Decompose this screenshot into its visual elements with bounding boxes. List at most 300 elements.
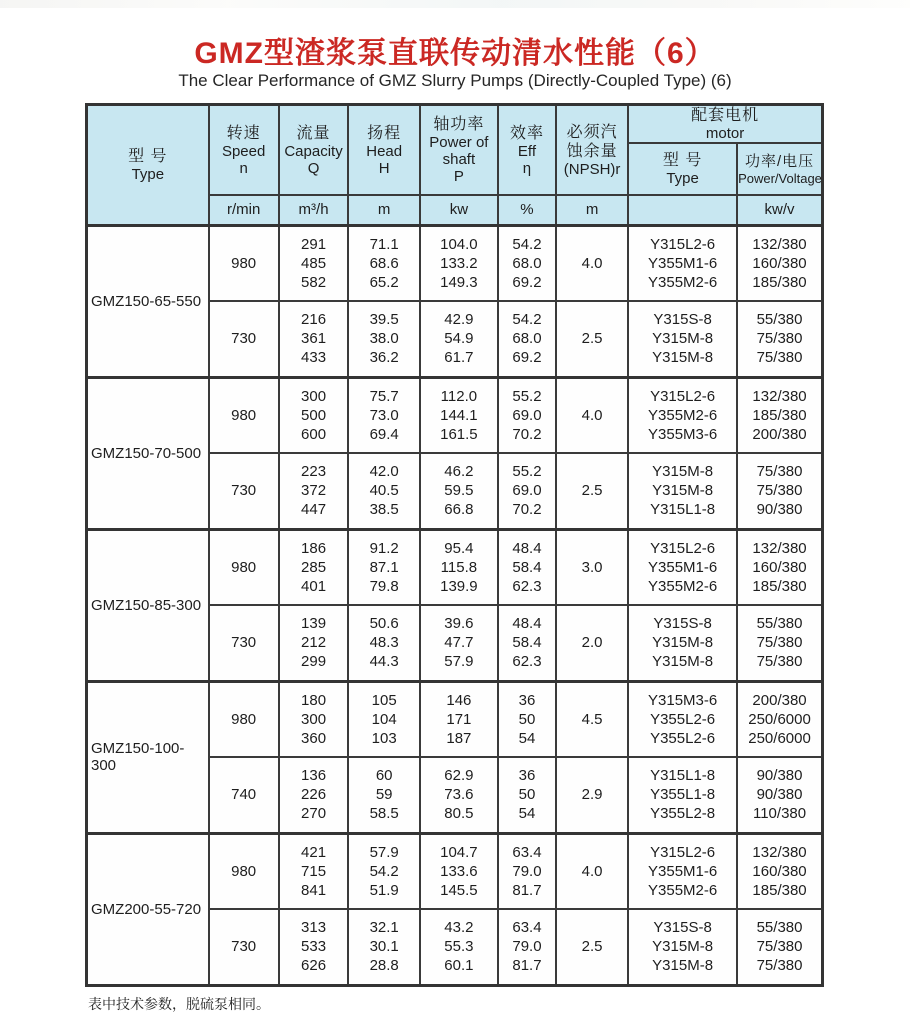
motor-power-cell: [737, 909, 822, 985]
motor-power-value: 90/380: [756, 767, 803, 785]
head-value: 50.6: [369, 615, 399, 633]
motor-power-cell: [737, 453, 822, 529]
motor-type-value: Y315L1-8: [650, 501, 716, 519]
head-value: 59: [375, 786, 393, 804]
unit-shaft-power: kw: [420, 195, 498, 225]
unit-capacity: m³/h: [279, 195, 349, 225]
motor-power-cell: [737, 301, 822, 377]
head-value: 44.3: [369, 653, 399, 671]
capacity-value: 360: [301, 729, 327, 747]
capacity-cell: [279, 833, 349, 909]
capacity-value: 372: [301, 482, 327, 500]
head-value: 38.0: [369, 330, 399, 348]
motor-power-cell: [737, 605, 822, 681]
shaft-power-value: 55.3: [444, 938, 474, 956]
speed-cell: 730: [209, 909, 279, 985]
speed-cell: 980: [209, 225, 279, 301]
speed-cell: 730: [209, 301, 279, 377]
header-shaft-power-cn: 轴功率: [433, 116, 485, 133]
header-npsh-cn2: 蚀余量: [566, 142, 618, 160]
motor-type-value: Y315S-8: [653, 311, 712, 329]
speed-cell: 980: [209, 681, 279, 757]
head-value: 71.1: [369, 235, 399, 253]
shaft-power-value: 43.2: [444, 919, 474, 937]
head-cell: [348, 453, 419, 529]
motor-type-cell: [628, 681, 737, 757]
efficiency-value: 81.7: [512, 881, 542, 899]
header-shaft-power-sym: P: [453, 168, 464, 185]
shaft-power-value: 112.0: [440, 387, 478, 405]
capacity-value: 226: [301, 786, 327, 804]
pump-model: GMZ150-65-550: [87, 225, 209, 377]
head-cell: [348, 833, 419, 909]
shaft-power-cell: [420, 377, 498, 453]
capacity-value: 299: [301, 653, 327, 671]
head-value: 48.3: [369, 634, 399, 652]
motor-type-value: Y315L2-6: [650, 235, 716, 253]
head-value: 51.9: [369, 881, 399, 899]
capacity-value: 270: [301, 805, 327, 823]
efficiency-value: 54: [518, 729, 536, 747]
npsh-cell: 2.5: [556, 453, 628, 529]
motor-power-value: 250/6000: [748, 710, 811, 728]
head-value: 104: [371, 710, 397, 728]
shaft-power-value: 54.9: [444, 330, 474, 348]
shaft-power-value: 61.7: [444, 349, 474, 367]
shaft-power-value: 66.8: [444, 501, 474, 519]
header-type-cn: 型 号: [128, 147, 168, 165]
motor-type-value: Y355L2-6: [650, 729, 716, 747]
unit-motor-type: [628, 195, 737, 225]
header-motor-type: [628, 143, 737, 195]
capacity-value: 186: [301, 539, 327, 557]
efficiency-value: 54: [518, 805, 536, 823]
efficiency-cell: [498, 833, 556, 909]
shaft-power-value: 59.5: [444, 482, 474, 500]
capacity-value: 582: [301, 273, 327, 291]
head-value: 91.2: [369, 539, 399, 557]
photo-edge: [0, 0, 910, 8]
head-value: 79.8: [369, 577, 399, 595]
shaft-power-cell: [420, 301, 498, 377]
shaft-power-value: 133.2: [440, 254, 478, 272]
motor-power-value: 75/380: [756, 653, 803, 671]
efficiency-value: 63.4: [512, 919, 542, 937]
motor-type-value: Y315L2-6: [650, 843, 716, 861]
shaft-power-value: 60.1: [444, 957, 474, 975]
motor-power-value: 160/380: [752, 254, 807, 272]
shaft-power-value: 46.2: [444, 463, 474, 481]
head-value: 73.0: [369, 406, 399, 424]
npsh-cell: 2.5: [556, 301, 628, 377]
capacity-value: 180: [301, 691, 327, 709]
capacity-value: 485: [301, 254, 327, 272]
capacity-value: 361: [301, 330, 327, 348]
header-efficiency-en: Eff: [517, 142, 536, 160]
head-cell: [348, 605, 419, 681]
header-capacity: [279, 105, 349, 196]
capacity-value: 500: [301, 406, 327, 424]
efficiency-cell: [498, 605, 556, 681]
head-value: 42.0: [369, 463, 399, 481]
header-head: [348, 105, 419, 196]
header-npsh-sym: (NPSH)r: [563, 160, 621, 178]
capacity-value: 626: [301, 957, 327, 975]
efficiency-value: 70.2: [512, 501, 542, 519]
motor-power-value: 90/380: [756, 501, 803, 519]
header-head-cn: 扬程: [367, 124, 402, 142]
npsh-cell: 4.0: [556, 225, 628, 301]
motor-power-value: 75/380: [756, 463, 803, 481]
capacity-value: 600: [301, 425, 327, 443]
motor-type-cell: [628, 453, 737, 529]
motor-type-cell: [628, 377, 737, 453]
header-type-en: Type: [131, 165, 165, 183]
head-value: 57.9: [369, 843, 399, 861]
shaft-power-value: 80.5: [444, 805, 474, 823]
head-cell: [348, 529, 419, 605]
capacity-cell: [279, 605, 349, 681]
motor-power-cell: [737, 681, 822, 757]
head-value: 68.6: [369, 254, 399, 272]
unit-motor-power: kw/v: [737, 195, 822, 225]
head-value: 65.2: [369, 273, 399, 291]
motor-power-value: 75/380: [756, 482, 803, 500]
motor-type-value: Y315L1-8: [650, 767, 716, 785]
efficiency-value: 36: [518, 691, 536, 709]
motor-type-cell: [628, 225, 737, 301]
motor-power-value: 90/380: [756, 786, 803, 804]
shaft-power-value: 146: [446, 691, 472, 709]
head-cell: [348, 377, 419, 453]
capacity-cell: [279, 681, 349, 757]
capacity-value: 212: [301, 634, 327, 652]
motor-type-cell: [628, 833, 737, 909]
speed-cell: 980: [209, 833, 279, 909]
shaft-power-value: 39.6: [444, 615, 474, 633]
motor-type-value: Y355L2-8: [650, 805, 716, 823]
efficiency-value: 81.7: [512, 957, 542, 975]
head-value: 58.5: [369, 805, 399, 823]
motor-power-value: 160/380: [752, 862, 807, 880]
capacity-cell: [279, 529, 349, 605]
capacity-value: 533: [301, 938, 327, 956]
capacity-value: 285: [301, 558, 327, 576]
motor-type-value: Y315M-8: [652, 938, 714, 956]
head-value: 87.1: [369, 558, 399, 576]
motor-power-value: 75/380: [756, 938, 803, 956]
motor-power-value: 132/380: [752, 843, 807, 861]
motor-type-value: Y355M1-6: [648, 558, 718, 576]
motor-type-value: Y315M-8: [652, 957, 714, 975]
motor-power-value: 132/380: [752, 387, 807, 405]
capacity-value: 401: [301, 577, 327, 595]
shaft-power-value: 95.4: [444, 539, 474, 557]
efficiency-value: 55.2: [512, 463, 542, 481]
header-capacity-cn: 流量: [296, 124, 331, 142]
efficiency-cell: [498, 377, 556, 453]
speed-cell: 730: [209, 453, 279, 529]
motor-power-cell: [737, 833, 822, 909]
table-row: [87, 225, 823, 301]
pump-model: GMZ150-70-500: [87, 377, 209, 529]
performance-table: [85, 103, 824, 987]
table-row: [87, 377, 823, 453]
efficiency-value: 50: [518, 710, 536, 728]
efficiency-value: 70.2: [512, 425, 542, 443]
shaft-power-value: 42.9: [444, 311, 474, 329]
pump-model: GMZ150-100-300: [87, 681, 209, 833]
header-speed-sym: n: [239, 159, 248, 177]
speed-cell: 740: [209, 757, 279, 833]
motor-type-value: Y355M1-6: [648, 254, 718, 272]
speed-cell: 730: [209, 605, 279, 681]
npsh-cell: 4.0: [556, 833, 628, 909]
pump-model: GMZ150-85-300: [87, 529, 209, 681]
header-efficiency-cn: 效率: [509, 124, 544, 142]
shaft-power-cell: [420, 453, 498, 529]
table-body: [87, 225, 823, 985]
motor-type-value: Y315M-8: [652, 634, 714, 652]
motor-type-cell: [628, 757, 737, 833]
head-value: 69.4: [369, 425, 399, 443]
motor-power-value: 200/380: [752, 691, 807, 709]
header-shaft-power-en2: shaft: [442, 151, 476, 168]
capacity-value: 300: [301, 710, 327, 728]
head-value: 32.1: [369, 919, 399, 937]
header-motor-type-en: Type: [666, 170, 699, 187]
motor-power-value: 132/380: [752, 235, 807, 253]
shaft-power-cell: [420, 681, 498, 757]
header-head-en: Head: [366, 142, 403, 160]
capacity-value: 136: [301, 767, 327, 785]
shaft-power-value: 104.7: [440, 843, 478, 861]
efficiency-value: 62.3: [512, 577, 542, 595]
efficiency-value: 79.0: [512, 938, 542, 956]
capacity-value: 223: [301, 463, 327, 481]
head-value: 105: [371, 691, 397, 709]
shaft-power-value: 115.8: [440, 558, 478, 576]
head-cell: [348, 757, 419, 833]
motor-type-value: Y315M-8: [652, 349, 714, 367]
capacity-cell: [279, 909, 349, 985]
shaft-power-value: 145.5: [440, 881, 478, 899]
motor-power-value: 75/380: [756, 957, 803, 975]
capacity-cell: [279, 377, 349, 453]
head-value: 75.7: [369, 387, 399, 405]
efficiency-value: 69.0: [512, 482, 542, 500]
capacity-value: 433: [301, 349, 327, 367]
motor-type-value: Y315M-8: [652, 463, 714, 481]
efficiency-cell: [498, 681, 556, 757]
motor-type-value: Y355M3-6: [648, 425, 718, 443]
head-value: 30.1: [369, 938, 399, 956]
header-shaft-power-en1: Power of: [429, 134, 489, 151]
capacity-cell: [279, 453, 349, 529]
head-value: 54.2: [369, 862, 399, 880]
shaft-power-value: 187: [446, 729, 472, 747]
motor-power-value: 75/380: [756, 330, 803, 348]
header-motor-group: [628, 105, 822, 144]
header-speed: [209, 105, 279, 196]
npsh-cell: 2.9: [556, 757, 628, 833]
page-subtitle: The Clear Performance of GMZ Slurry Pumps (Directly-Coupled Type) (6): [178, 71, 732, 90]
unit-speed: r/min: [209, 195, 279, 225]
shaft-power-cell: [420, 909, 498, 985]
motor-type-value: Y315S-8: [653, 615, 712, 633]
shaft-power-cell: [420, 529, 498, 605]
efficiency-value: 79.0: [512, 862, 542, 880]
efficiency-value: 48.4: [512, 539, 542, 557]
capacity-cell: [279, 225, 349, 301]
efficiency-cell: [498, 529, 556, 605]
motor-type-cell: [628, 909, 737, 985]
footnote: 表中技术参数，脱硫泵相同。: [88, 996, 270, 1012]
shaft-power-value: 161.5: [440, 425, 478, 443]
motor-power-value: 160/380: [752, 558, 807, 576]
header-head-sym: H: [378, 159, 390, 177]
shaft-power-value: 139.9: [440, 577, 478, 595]
capacity-value: 421: [301, 843, 327, 861]
efficiency-value: 58.4: [512, 634, 542, 652]
shaft-power-value: 57.9: [444, 653, 474, 671]
efficiency-cell: [498, 225, 556, 301]
efficiency-value: 48.4: [512, 615, 542, 633]
head-value: 36.2: [369, 349, 399, 367]
efficiency-value: 55.2: [512, 387, 542, 405]
motor-power-value: 185/380: [752, 881, 807, 899]
efficiency-value: 36: [518, 767, 536, 785]
efficiency-value: 54.2: [512, 311, 542, 329]
header-motor-power: [737, 143, 822, 195]
motor-power-cell: [737, 529, 822, 605]
motor-power-value: 75/380: [756, 349, 803, 367]
motor-power-value: 55/380: [756, 919, 803, 937]
motor-type-value: Y315S-8: [653, 919, 712, 937]
npsh-cell: 2.0: [556, 605, 628, 681]
motor-power-cell: [737, 377, 822, 453]
capacity-value: 447: [301, 501, 327, 519]
efficiency-value: 63.4: [512, 843, 542, 861]
header-npsh-cn1: 必须汽: [566, 123, 618, 141]
shaft-power-value: 133.6: [440, 862, 478, 880]
shaft-power-value: 73.6: [444, 786, 474, 804]
npsh-cell: 2.5: [556, 909, 628, 985]
motor-power-cell: [737, 757, 822, 833]
table-header: [87, 105, 823, 226]
head-value: 38.5: [369, 501, 399, 519]
shaft-power-value: 149.3: [440, 273, 478, 291]
motor-power-value: 110/380: [752, 805, 807, 823]
capacity-value: 291: [301, 235, 327, 253]
unit-head: m: [348, 195, 419, 225]
efficiency-value: 62.3: [512, 653, 542, 671]
unit-efficiency: %: [498, 195, 556, 225]
table-row: [87, 833, 823, 909]
head-cell: [348, 225, 419, 301]
page-title: GMZ型渣浆泵直联传动清水性能（6）: [194, 37, 716, 70]
motor-power-value: 75/380: [756, 634, 803, 652]
motor-power-cell: [737, 225, 822, 301]
header-motor-cn: 配套电机: [691, 107, 760, 124]
performance-table-container: [85, 103, 824, 987]
efficiency-value: 54.2: [512, 235, 542, 253]
header-speed-en: Speed: [221, 142, 266, 160]
motor-power-value: 55/380: [756, 615, 803, 633]
head-cell: [348, 681, 419, 757]
header-motor-en: motor: [705, 125, 745, 142]
shaft-power-cell: [420, 833, 498, 909]
header-efficiency: [498, 105, 556, 196]
motor-power-value: 185/380: [752, 273, 807, 291]
header-capacity-en: Capacity: [284, 142, 343, 160]
header-motor-power-cn: 功率/电压: [744, 152, 815, 170]
motor-type-value: Y315M-8: [652, 330, 714, 348]
efficiency-value: 58.4: [512, 558, 542, 576]
motor-type-value: Y355M1-6: [648, 862, 718, 880]
motor-type-value: Y315M-8: [652, 653, 714, 671]
shaft-power-value: 47.7: [444, 634, 474, 652]
capacity-cell: [279, 757, 349, 833]
capacity-value: 841: [301, 881, 327, 899]
header-npsh: [556, 105, 628, 196]
efficiency-cell: [498, 757, 556, 833]
capacity-value: 216: [301, 311, 327, 329]
shaft-power-value: 104.0: [440, 235, 478, 253]
efficiency-cell: [498, 909, 556, 985]
table-row: [87, 529, 823, 605]
head-value: 40.5: [369, 482, 399, 500]
efficiency-value: 69.2: [512, 273, 542, 291]
head-value: 60: [375, 767, 393, 785]
efficiency-value: 69.0: [512, 406, 542, 424]
pump-model: GMZ200-55-720: [87, 833, 209, 985]
shaft-power-cell: [420, 757, 498, 833]
efficiency-cell: [498, 453, 556, 529]
motor-type-value: Y355M2-6: [648, 273, 718, 291]
shaft-power-cell: [420, 605, 498, 681]
npsh-cell: 4.5: [556, 681, 628, 757]
shaft-power-value: 171: [446, 710, 472, 728]
motor-type-value: Y355M2-6: [648, 577, 718, 595]
capacity-cell: [279, 301, 349, 377]
table-row: [87, 681, 823, 757]
motor-type-cell: [628, 301, 737, 377]
head-cell: [348, 301, 419, 377]
motor-type-cell: [628, 605, 737, 681]
head-value: 28.8: [369, 957, 399, 975]
head-cell: [348, 909, 419, 985]
header-capacity-sym: Q: [307, 159, 320, 177]
header-motor-power-en: Power/Voltage: [738, 170, 822, 186]
motor-type-value: Y315L2-6: [650, 539, 716, 557]
motor-power-value: 55/380: [756, 311, 803, 329]
motor-power-value: 132/380: [752, 539, 807, 557]
head-value: 39.5: [369, 311, 399, 329]
header-efficiency-sym: η: [522, 159, 532, 177]
shaft-power-value: 144.1: [440, 406, 478, 424]
capacity-value: 139: [301, 615, 327, 633]
motor-type-cell: [628, 529, 737, 605]
npsh-cell: 4.0: [556, 377, 628, 453]
motor-power-value: 185/380: [752, 406, 807, 424]
efficiency-value: 50: [518, 786, 536, 804]
capacity-value: 313: [301, 919, 327, 937]
head-value: 103: [371, 729, 397, 747]
motor-power-value: 250/6000: [748, 729, 811, 747]
unit-npsh: m: [556, 195, 628, 225]
motor-type-value: Y355M2-6: [648, 881, 718, 899]
